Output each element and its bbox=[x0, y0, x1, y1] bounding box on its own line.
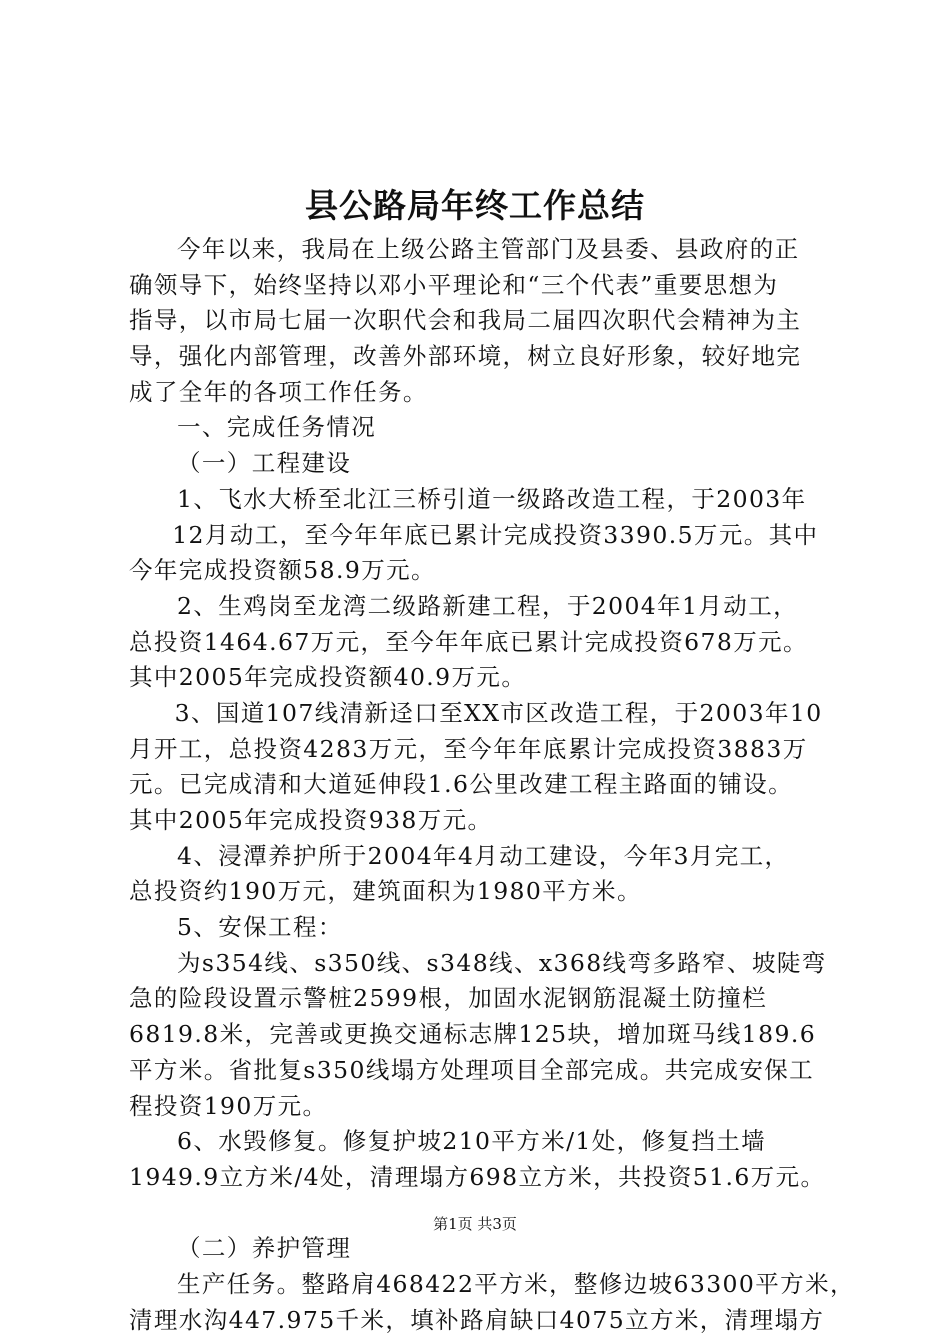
text-line: 为s354线、s350线、s348线、x368线弯多路窄、坡陡弯 bbox=[177, 948, 827, 977]
text-line: 6、水毁修复。修复护坡210平方米/1处，修复挡土墙 bbox=[177, 1127, 767, 1156]
document-body bbox=[129, 232, 855, 1338]
text-line: 一、完成任务情况 bbox=[177, 413, 377, 442]
text-line: 总投资1464.67万元，至今年年底已累计完成投资678万元。 bbox=[129, 627, 808, 656]
text-line: 元。已完成清和大道延伸段1.6公里改建工程主路面的铺设。 bbox=[129, 770, 794, 799]
text-line: 月开工，总投资4283万元，至今年年底累计完成投资3883万 bbox=[129, 734, 808, 763]
text-line: 成了全年的各项工作任务。 bbox=[129, 377, 428, 406]
text-line: 5、安保工程： bbox=[177, 913, 343, 942]
text-line: 1949.9立方米/4处，清理塌方698立方米，共投资51.6万元。 bbox=[129, 1162, 826, 1191]
text-line: 今年完成投资额58.9万元。 bbox=[129, 556, 436, 585]
text-line: 生产任务。整路肩468422平方米，整修边坡63300平方米， bbox=[177, 1269, 855, 1298]
text-line: 12月动工，至今年年底已累计完成投资3390.5万元。其中 bbox=[172, 520, 819, 549]
text-line: 平方米。省批复s350线塌方处理项目全部完成。共完成安保工 bbox=[129, 1055, 815, 1084]
text-line: 总投资约190万元，建筑面积为1980平方米。 bbox=[129, 877, 642, 906]
text-line: 清理水沟447.975千米，填补路肩缺口4075立方米，清理塌方 bbox=[129, 1305, 825, 1334]
text-line: 今年以来，我局在上级公路主管部门及县委、县政府的正 bbox=[177, 235, 800, 263]
text-line: 其中2005年完成投资额40.9万元。 bbox=[129, 663, 527, 692]
text-line: 3、国道107线清新迳口至XX市区改造工程，于2003年10 bbox=[174, 698, 823, 727]
text-line: 急的险段设置示警桩2599根，加固水泥钢筋混凝土防撞栏 bbox=[129, 984, 768, 1013]
text-line: 4、浸潭养护所于2004年4月动工建设，今年3月完工， bbox=[177, 841, 790, 870]
text-line: 导，强化内部管理，改善外部环境，树立良好形象，较好地完 bbox=[129, 342, 802, 371]
text-line: 指导，以市局七届一次职代会和我局二届四次职代会精神为主 bbox=[129, 306, 802, 335]
text-line: 程投资190万元。 bbox=[129, 1091, 328, 1120]
text-line: 其中2005年完成投资938万元。 bbox=[129, 806, 493, 834]
text-line: （一）工程建设 bbox=[177, 449, 352, 478]
page-footer: 第1页 共3页 bbox=[433, 1215, 517, 1233]
text-line: 2、生鸡岗至龙湾二级路新建工程，于2004年1月动工， bbox=[177, 591, 799, 620]
text-line: 6819.8米，完善或更换交通标志牌125块，增加斑马线189.6 bbox=[129, 1020, 817, 1049]
text-line: 确领导下，始终坚持以邓小平理论和“三个代表”重要思想为 bbox=[129, 270, 779, 299]
document-title: 县公路局年终工作总结 bbox=[305, 186, 645, 225]
text-line: （二）养护管理 bbox=[177, 1234, 352, 1263]
text-line: 1、飞水大桥至北江三桥引道一级路改造工程，于2003年 bbox=[177, 484, 807, 513]
